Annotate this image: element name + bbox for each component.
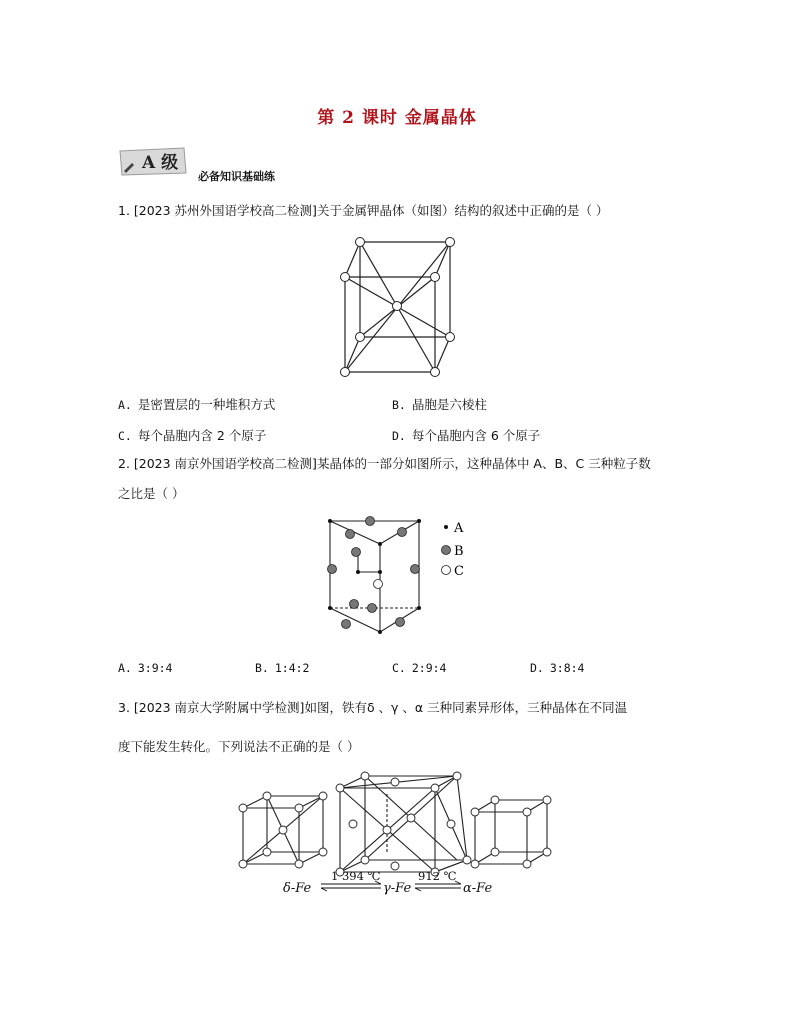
q2-option-d[interactable]: D. 3:8:4 [530, 661, 585, 675]
temp-1394-label: 1 394 ℃ [331, 869, 381, 883]
q3-figure-iron-allotropes [235, 764, 565, 904]
legend-c-label: C [454, 564, 464, 579]
q1-option-c[interactable]: C. 每个晶胞内含 2 个原子 [118, 428, 267, 443]
transformation-equation [283, 869, 492, 896]
badge-label: A 级 [142, 153, 179, 173]
legend-b-label: B [454, 544, 464, 559]
level-badge [118, 145, 188, 177]
q1-figure-bcc-cell [335, 232, 465, 377]
q2-figure-prism [322, 512, 482, 642]
page-title: 第 2 课时 金属晶体 [317, 108, 477, 128]
q2-stem-line2: 之比是（ ） [118, 486, 185, 501]
q1-stem: 1. [2023 苏州外国语学校高二检测]关于金属钾晶体（如图）结构的叙述中正确的是（ ） [118, 203, 609, 218]
q2-option-a[interactable]: A. 3:9:4 [118, 661, 173, 675]
q2-option-c[interactable]: C. 2:9:4 [392, 661, 447, 675]
legend-a-label: A [454, 521, 464, 536]
legend-b-marker [442, 546, 451, 555]
temp-912-label: 912 ℃ [418, 869, 457, 883]
alpha-fe-label: α-Fe [463, 881, 493, 896]
section-subtitle: 必备知识基础练 [198, 170, 275, 183]
gamma-fe-label: γ-Fe [383, 881, 412, 896]
alpha-fe-cell [475, 800, 547, 864]
delta-fe-label: δ-Fe [283, 881, 312, 896]
legend-c-marker [442, 566, 451, 575]
q1-option-a[interactable]: A. 是密置层的一种堆积方式 [118, 397, 276, 412]
q1-option-d[interactable]: D. 每个晶胞内含 6 个原子 [392, 428, 541, 443]
q3-stem-line1: 3. [2023 南京大学附属中学检测]如图，铁有δ 、γ 、α 三种同素异形体，三种晶体在不同温 [118, 700, 628, 715]
q1-option-b[interactable]: B. 晶胞是六棱柱 [392, 397, 487, 412]
q2-stem-line1: 2. [2023 南京外国语学校高二检测]某晶体的一部分如图所示，这种晶体中 A、B、C 三种粒子数 [118, 456, 651, 471]
q2-option-b[interactable]: B. 1:4:2 [255, 661, 310, 675]
q3-stem-line2: 度下能发生转化。下列说法不正确的是（ ） [118, 739, 360, 754]
legend-a-marker [444, 525, 448, 529]
